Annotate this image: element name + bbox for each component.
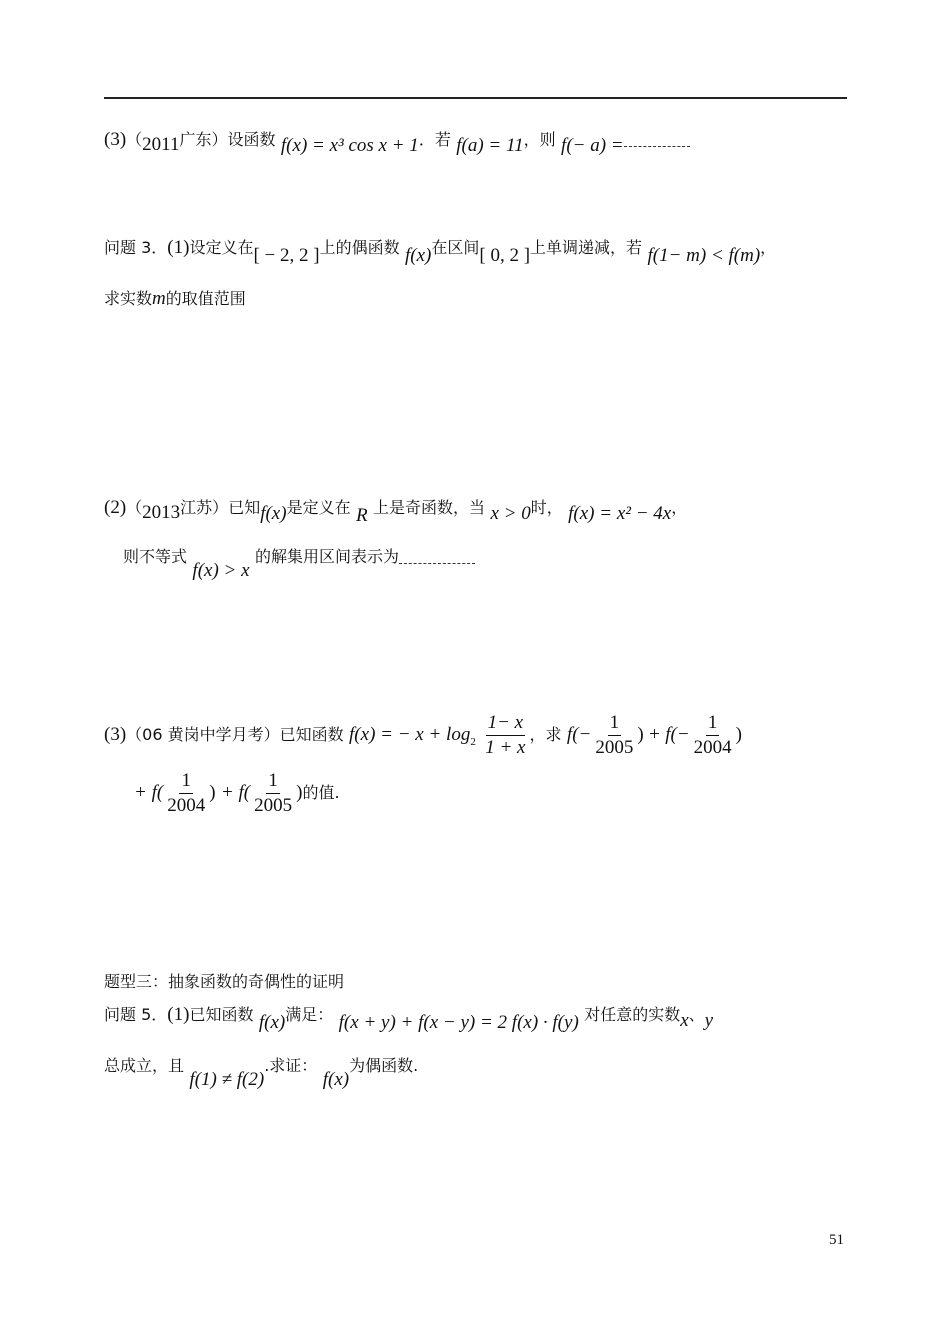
condition-expression: f(a) = 11 bbox=[456, 135, 524, 156]
functional-equation: f(x + y) + f(x − y) = 2 f(x) · f(y) bbox=[338, 1012, 579, 1033]
header-rule bbox=[104, 97, 847, 99]
text: 上的偶函数 bbox=[319, 238, 400, 257]
text: 是定义在 bbox=[286, 498, 351, 517]
q5-line1 bbox=[104, 1003, 714, 1033]
log-fraction bbox=[483, 712, 527, 759]
text: 已知函数 bbox=[189, 1005, 254, 1024]
fraction-denominator: 2005 bbox=[595, 737, 634, 758]
text: 求实数 bbox=[104, 289, 153, 308]
fraction-1-2004 bbox=[165, 770, 207, 817]
problem-label: (3) bbox=[104, 724, 127, 745]
fx-symbol: f(x) bbox=[405, 245, 432, 266]
question-title: 问题 5． bbox=[104, 1005, 168, 1024]
q3-p2-line2 bbox=[123, 545, 475, 581]
problem-label: (3) bbox=[104, 129, 127, 150]
set-R: R bbox=[356, 505, 368, 526]
source-year: 2013 bbox=[142, 502, 181, 523]
stem-text: 设函数 bbox=[227, 130, 276, 149]
text: .求证： bbox=[264, 1056, 318, 1075]
fx-symbol: f(x) bbox=[258, 1012, 286, 1033]
function-expression: f(x) = x³ cos x + 1 bbox=[280, 135, 419, 156]
variable-y: y bbox=[704, 1010, 714, 1031]
fraction-denominator: 2004 bbox=[693, 737, 732, 758]
text: 为偶函数. bbox=[349, 1056, 419, 1075]
text: 时， bbox=[530, 498, 563, 517]
section-title bbox=[104, 970, 344, 994]
problem-label: (1) bbox=[167, 1004, 190, 1025]
page-number: 51 bbox=[829, 1232, 844, 1248]
q3-p2-line1: (2)（2013江苏）已知f(x)是定义在 R 上是奇函数，当 x > 0时， f(x) = x² − 4x， bbox=[104, 497, 688, 526]
source-place: 江苏） bbox=[180, 498, 229, 517]
text: 总成立，且 bbox=[104, 1056, 185, 1075]
text: 设定义在 bbox=[189, 238, 254, 257]
fraction-numerator: 1 bbox=[706, 712, 720, 736]
text: 已知函数 bbox=[279, 725, 344, 744]
fraction-1-2005 bbox=[252, 770, 294, 817]
q3-p1-line2 bbox=[104, 287, 246, 311]
fraction-numerator: 1 bbox=[179, 770, 193, 794]
fraction-1-2005 bbox=[593, 712, 635, 759]
inequality-expression: f(x) > x bbox=[192, 560, 250, 581]
interval-expression: [ − 2, 2 ] bbox=[253, 245, 320, 266]
fx-symbol: f(x) bbox=[260, 503, 287, 524]
text: 上单调递减，若 bbox=[530, 238, 643, 257]
fraction-denominator: 2005 bbox=[254, 795, 293, 816]
then-word: 则 bbox=[539, 130, 556, 149]
fraction-numerator: 1 bbox=[608, 712, 622, 736]
fx-symbol: f(x) bbox=[322, 1069, 350, 1090]
problem-label: (1) bbox=[167, 237, 190, 258]
source-place: 广东） bbox=[179, 130, 228, 149]
inequality-expression: f(1) ≠ f(2) bbox=[189, 1069, 265, 1090]
f-call: f(− bbox=[566, 724, 592, 745]
text: 的取值范围 bbox=[165, 289, 246, 308]
fraction-numerator: 1 bbox=[266, 770, 280, 794]
variable-x: x bbox=[680, 1010, 689, 1031]
q3-p3-line2: + f( $\frac{1}{2004}$ ) + f( $\frac{1}{2005}$ )的值. bbox=[134, 770, 340, 816]
problem-label: (2) bbox=[104, 497, 127, 518]
f-call: + f( bbox=[134, 782, 164, 803]
section-heading: 题型三：抽象函数的奇偶性的证明 bbox=[104, 972, 345, 991]
text: 的值. bbox=[302, 783, 340, 802]
answer-blank bbox=[399, 551, 475, 564]
text: ，求 bbox=[529, 725, 562, 744]
source-year: 2011 bbox=[142, 134, 180, 155]
text: 满足： bbox=[285, 1005, 334, 1024]
q3-p3-line1: (3)（06 黄岗中学月考）已知函数 f(x) = − $x + \log_2$ $\frac{1- x}{1 + x}$ ，求 f(− $\frac{1}{2005}$ ) + f(− $\frac{1}{2004}$ ) bbox=[104, 712, 742, 758]
separator: 、 bbox=[688, 1005, 705, 1024]
problem-2011-guangdong: (3)（2011广东）设函数 f(x) = x³ cos x + 1．若 f(a) = 11，则 f(− a) = bbox=[104, 128, 690, 152]
text: 的解集用区间表示为 bbox=[254, 547, 399, 566]
text: 在区间 bbox=[431, 238, 480, 257]
f-call: f(− bbox=[665, 724, 690, 745]
function-expression: f(x) = − x + log bbox=[349, 724, 471, 745]
interval-expression: [ 0, 2 ] bbox=[479, 245, 531, 266]
text: 则不等式 bbox=[123, 547, 188, 566]
q5-line2 bbox=[104, 1054, 419, 1090]
fraction-numerator: 1− x bbox=[486, 712, 526, 736]
log-base: 2 bbox=[470, 736, 476, 748]
fraction-denominator: 2004 bbox=[167, 795, 206, 816]
answer-blank bbox=[624, 134, 690, 147]
function-expression: f(x) = x² − 4x bbox=[568, 503, 672, 524]
cond-word: 若 bbox=[434, 130, 451, 149]
fraction-denominator: 1 + x bbox=[485, 737, 526, 758]
text: 对任意的实数 bbox=[584, 1005, 681, 1024]
variable-m: m bbox=[152, 288, 166, 309]
text: 上是奇函数，当 bbox=[373, 498, 486, 517]
f-call: + f( bbox=[220, 782, 251, 803]
question-title: 问题 3． bbox=[104, 238, 168, 257]
source-note: （06 黄岗中学月考） bbox=[126, 725, 280, 744]
fraction-1-2004 bbox=[692, 712, 734, 759]
text: 已知 bbox=[228, 498, 261, 517]
inequality-expression: f(1− m) < f(m) bbox=[647, 245, 761, 266]
condition-expression: x > 0 bbox=[490, 503, 531, 524]
ask-expression: f(− a) = bbox=[561, 135, 624, 156]
q3-p1-line1: 问题 3．(1)设定义在[ − 2, 2 ]上的偶函数 f(x)在区间[ 0, 2 ]上单调递减，若 f(1− m) < f(m)， bbox=[104, 237, 777, 266]
